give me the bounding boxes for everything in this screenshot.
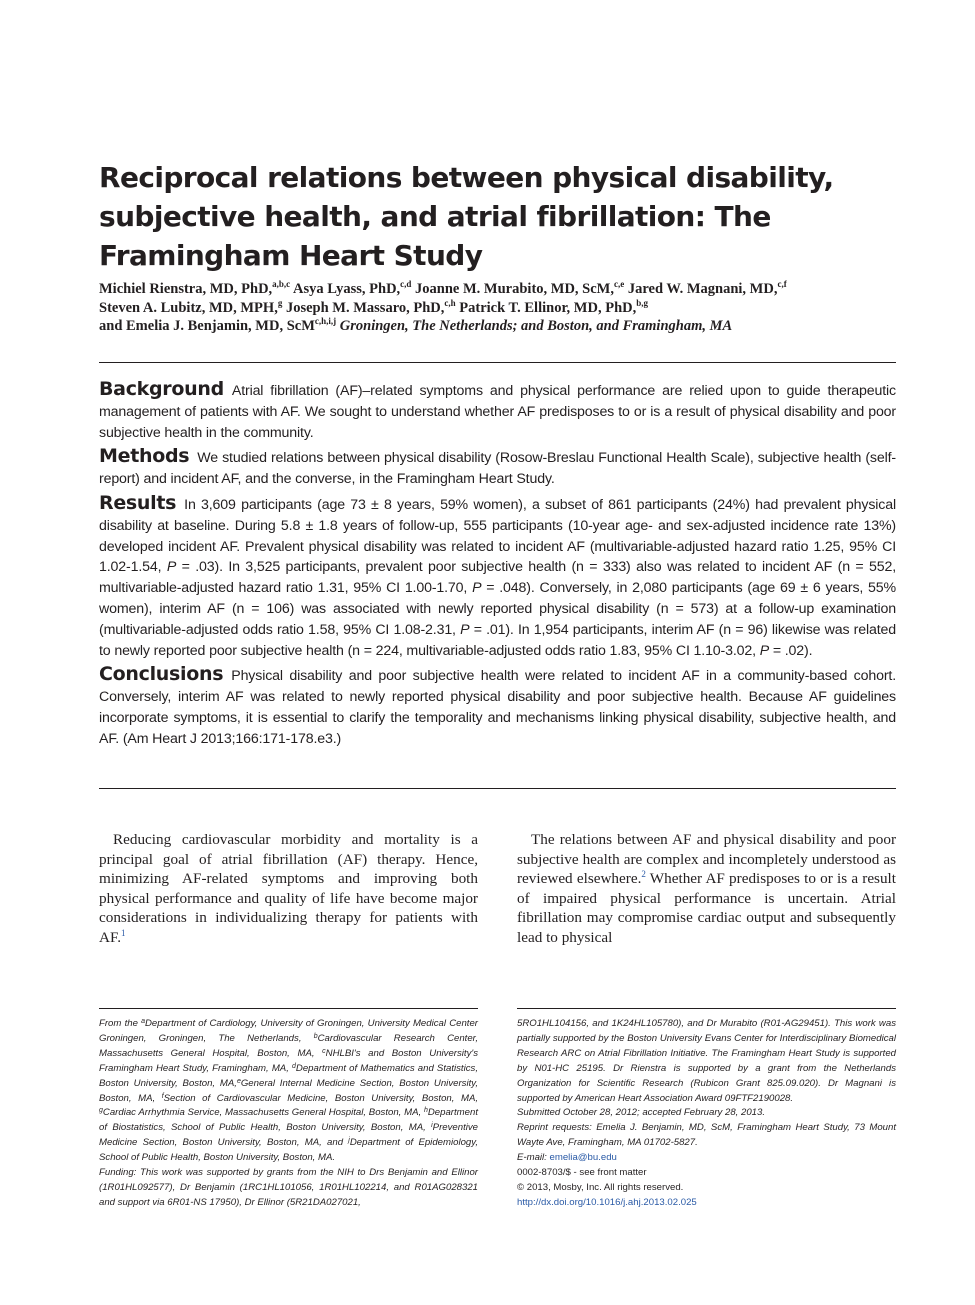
p-value-symbol: P bbox=[759, 642, 770, 659]
affiliation-marker: a bbox=[141, 1018, 145, 1025]
author-name: Patrick T. Ellinor, MD, PhD, bbox=[459, 299, 637, 316]
footnote-text: From the bbox=[99, 1018, 138, 1029]
author-name: Jared W. Magnani, MD, bbox=[627, 281, 778, 297]
author-name: Joanne M. Murabito, MD, ScM, bbox=[415, 281, 614, 297]
section-heading: Methods bbox=[99, 445, 190, 468]
section-text: = .048). Conversely, in 2,080 participants (age 69 ± 6 years, 55% women), interim AF (n = 106) was associated with newly reported physical disability (n = 573) at a follow-up examination (multivariable-adjusted odds ratio 1.58, 95% CI 1.08-2.31, bbox=[99, 580, 896, 638]
affiliation-marker: b bbox=[313, 1032, 318, 1040]
author-name: Joseph M. Massaro, PhD, bbox=[285, 299, 445, 316]
affiliation-text: Cardiac Arrhythmia Service, Massachusetts General Hospital, Boston, MA, bbox=[102, 1107, 424, 1119]
section-heading: Results bbox=[99, 491, 177, 514]
affiliation-marker: a,b,c bbox=[272, 279, 291, 289]
footnote-divider-left bbox=[99, 1008, 478, 1009]
affiliation-text: Department of Biostatistics, School of Public Health, Boston University, Boston, MA, bbox=[99, 1107, 478, 1134]
affiliation-marker: e bbox=[236, 1077, 241, 1085]
author-name: Asya Lyass, PhD, bbox=[293, 281, 401, 297]
section-text: Atrial fibrillation (AF)–related symptoms and physical performance are relied upon to guide therapeutic management of patients with AF. We sought to understand whether AF predisposes to or is a result of physical disability and poor subjective health in the community. bbox=[99, 383, 896, 441]
affiliation-marker: c,e bbox=[614, 279, 625, 289]
section-text: = .03). In 3,525 participants, prevalent poor subjective health (n = 333) also was related to incident AF (n = 552, multivariable-adjusted hazard ratio 1.31, 95% CI 1.00-1.70, bbox=[99, 559, 896, 597]
affiliation-marker: c,h,i,j bbox=[314, 316, 337, 326]
affiliation-marker: f bbox=[161, 1092, 164, 1100]
article-title: Reciprocal relations between physical disability, subjective health, and atrial fibrillation: The Framingham Heart Study bbox=[99, 161, 834, 272]
section-heading: Conclusions bbox=[99, 663, 224, 686]
author-name: and Emelia J. Benjamin, MD, ScM bbox=[99, 318, 315, 334]
email-link[interactable]: emelia@bu.edu bbox=[549, 1152, 617, 1164]
affiliation-text: Department of Epidemiology, School of Public Health, Boston University, Boston, MA. bbox=[99, 1137, 478, 1164]
abstract-divider bbox=[99, 788, 896, 789]
author-name: Steven A. Lubitz, MD, MPH, bbox=[99, 299, 278, 316]
author-list bbox=[99, 280, 899, 336]
reprint-requests: Reprint requests: Emelia J. Benjamin, MD, ScM, Framingham Heart Study, 73 Mount Wayte Ave, Framingham, MA 01702-5827. bbox=[517, 1122, 896, 1149]
section-text: = .02). bbox=[769, 642, 813, 659]
affiliation-marker: c,f bbox=[777, 279, 787, 289]
reference-link[interactable]: 2 bbox=[641, 869, 646, 879]
abstract-background bbox=[99, 379, 896, 443]
affiliation-text: Department of Cardiology, University of Groningen, University Medical Center Groningen, Groningen, The Netherlands, bbox=[99, 1018, 478, 1044]
affiliation-text: Cardiovascular Research Center, Massachusetts General Hospital, Boston, MA, bbox=[99, 1032, 478, 1059]
email-line bbox=[517, 1151, 896, 1166]
author-name: Michiel Rienstra, MD, PhD, bbox=[99, 281, 273, 297]
reference-link[interactable]: 1 bbox=[121, 927, 126, 938]
abstract-methods bbox=[99, 446, 896, 490]
body-paragraph bbox=[517, 830, 896, 947]
body-column-left bbox=[99, 830, 478, 947]
submission-dates: Submitted October 28, 2012; accepted February 28, 2013. bbox=[517, 1107, 765, 1119]
affiliations-text bbox=[99, 1017, 478, 1166]
footnote-affiliations bbox=[99, 1017, 478, 1211]
affiliation-marker: c bbox=[322, 1047, 326, 1055]
doi-link[interactable]: http://dx.doi.org/10.1016/j.ahj.2013.02.025 bbox=[517, 1196, 697, 1208]
affiliation-marker: h bbox=[423, 1107, 428, 1115]
affiliation-marker: g bbox=[99, 1107, 103, 1115]
section-text: We studied relations between physical disability (Rosow-Breslau Functional Health Scale), subjective health (self-report) and incident AF, and the converse, in the Framingham Heart Study. bbox=[99, 450, 896, 488]
affiliation-marker: d bbox=[292, 1062, 296, 1070]
affiliation-marker: c,d bbox=[400, 279, 412, 289]
header-divider bbox=[99, 362, 896, 363]
body-column-right bbox=[517, 830, 896, 947]
abstract-conclusions bbox=[99, 664, 896, 749]
body-text: Whether AF predisposes to or is a result of impaired physical performance is uncertain. Atrial fibrillation may compromise cardiac output and subsequently lead to physical bbox=[517, 870, 896, 946]
section-text: Physical disability and poor subjective health were related to incident AF in a community-based cohort. Conversely, interim AF was related to newly reported physical disability and poor subjective health. Because AF guidelines incorporate symptoms, it is essential to clarify the temporality and mechanisms linking physical disability, subjective health, and AF. (Am Heart J 2013;166:171-178.e3.) bbox=[99, 668, 896, 747]
footnote-divider-right bbox=[517, 1008, 896, 1009]
funding-continued: 5RO1HL104156, and 1K24HL105780), and Dr Murabito (R01-AG29451). This work was partially supported by the Boston University Evans Center for Interdisciplinary Biomedical Research ARC on Atrial Fibrillation Initiative. The Framingham Heart Study is supported by N01-HC 25195. Dr Rienstra is supported by a grant from the Netherlands Organization for Scientific Research (Rubicon Grant 825.09.020). Dr Magnani is supported by American Heart Association Award 09FTF2190028. bbox=[517, 1018, 896, 1104]
affiliation-marker: g bbox=[277, 297, 283, 308]
body-text: The relations between AF and physical disability and poor subjective health are complex and incompletely understood as reviewed elsewhere. bbox=[517, 831, 896, 887]
footnote-publication-info bbox=[517, 1017, 896, 1211]
section-text: = .01). In 1,954 participants, interim AF (n = 96) likewise was related to newly reported poor subjective health (n = 224, multivariable-adjusted odds ratio 1.83, 95% CI 1.10-3.02, bbox=[99, 621, 896, 659]
author-location: Groningen, The Netherlands; and Boston, and Framingham, MA bbox=[339, 318, 733, 334]
affiliation-text: NHLBI's and Boston University's Framingham Heart Study, Framingham, MA, bbox=[99, 1047, 479, 1074]
funding-text: Funding: This work was supported by grants from the NIH to Drs Benjamin and Ellinor (1R01HL092577), Dr Benjamin (1RC1HL101056, 1R01HL102214, and R01AG028321 and support via 6R01-NS 17950), Dr Ellinor (5R21DA027021, bbox=[99, 1167, 478, 1208]
affiliation-text: General Internal Medicine Section, Boston University, Boston, MA, bbox=[99, 1077, 478, 1104]
affiliation-marker: c,h bbox=[444, 297, 456, 308]
abstract-results bbox=[99, 493, 896, 661]
affiliation-marker: b,g bbox=[636, 297, 648, 308]
body-text: Reducing cardiovascular morbidity and mortality is a principal goal of atrial fibrillation (AF) therapy. Hence, minimizing AF-related symptoms and improving both physical performance and quality of life have become major considerations in individualizing therapy for patients with AF. bbox=[99, 831, 478, 946]
section-text: In 3,609 participants (age 73 ± 8 years, 59% women), a subset of 861 participants (24%) had prevalent physical disability at baseline. During 5.8 ± 1.8 years of follow-up, 555 participants (10-year age- and sex-adjusted incidence rate 13%) developed incident AF. Prevalent physical disability was related to incident AF (multivariable-adjusted hazard ratio 1.25, 95% CI 1.02-1.54, bbox=[99, 496, 896, 576]
section-heading: Background bbox=[99, 378, 224, 400]
p-value-symbol: P bbox=[472, 580, 482, 597]
p-value-symbol: P bbox=[166, 559, 177, 576]
body-paragraph bbox=[99, 830, 478, 947]
affiliation-marker: i bbox=[431, 1122, 433, 1130]
p-value-symbol: P bbox=[460, 621, 470, 638]
affiliation-text: Preventive Medicine Section, Boston University, Boston, MA, and bbox=[99, 1122, 478, 1149]
copyright-line: © 2013, Mosby, Inc. All rights reserved. bbox=[517, 1181, 684, 1193]
email-label: E-mail: bbox=[517, 1152, 550, 1164]
affiliation-marker: j bbox=[348, 1137, 350, 1145]
affiliation-text: Section of Cardiovascular Medicine, Boston University, Boston, MA, bbox=[163, 1092, 479, 1104]
affiliation-text: Department of Mathematics and Statistics, Boston University, Boston, MA, bbox=[99, 1062, 478, 1089]
issn-line: 0002-8703/$ - see front matter bbox=[517, 1167, 647, 1179]
abstract bbox=[99, 379, 896, 753]
